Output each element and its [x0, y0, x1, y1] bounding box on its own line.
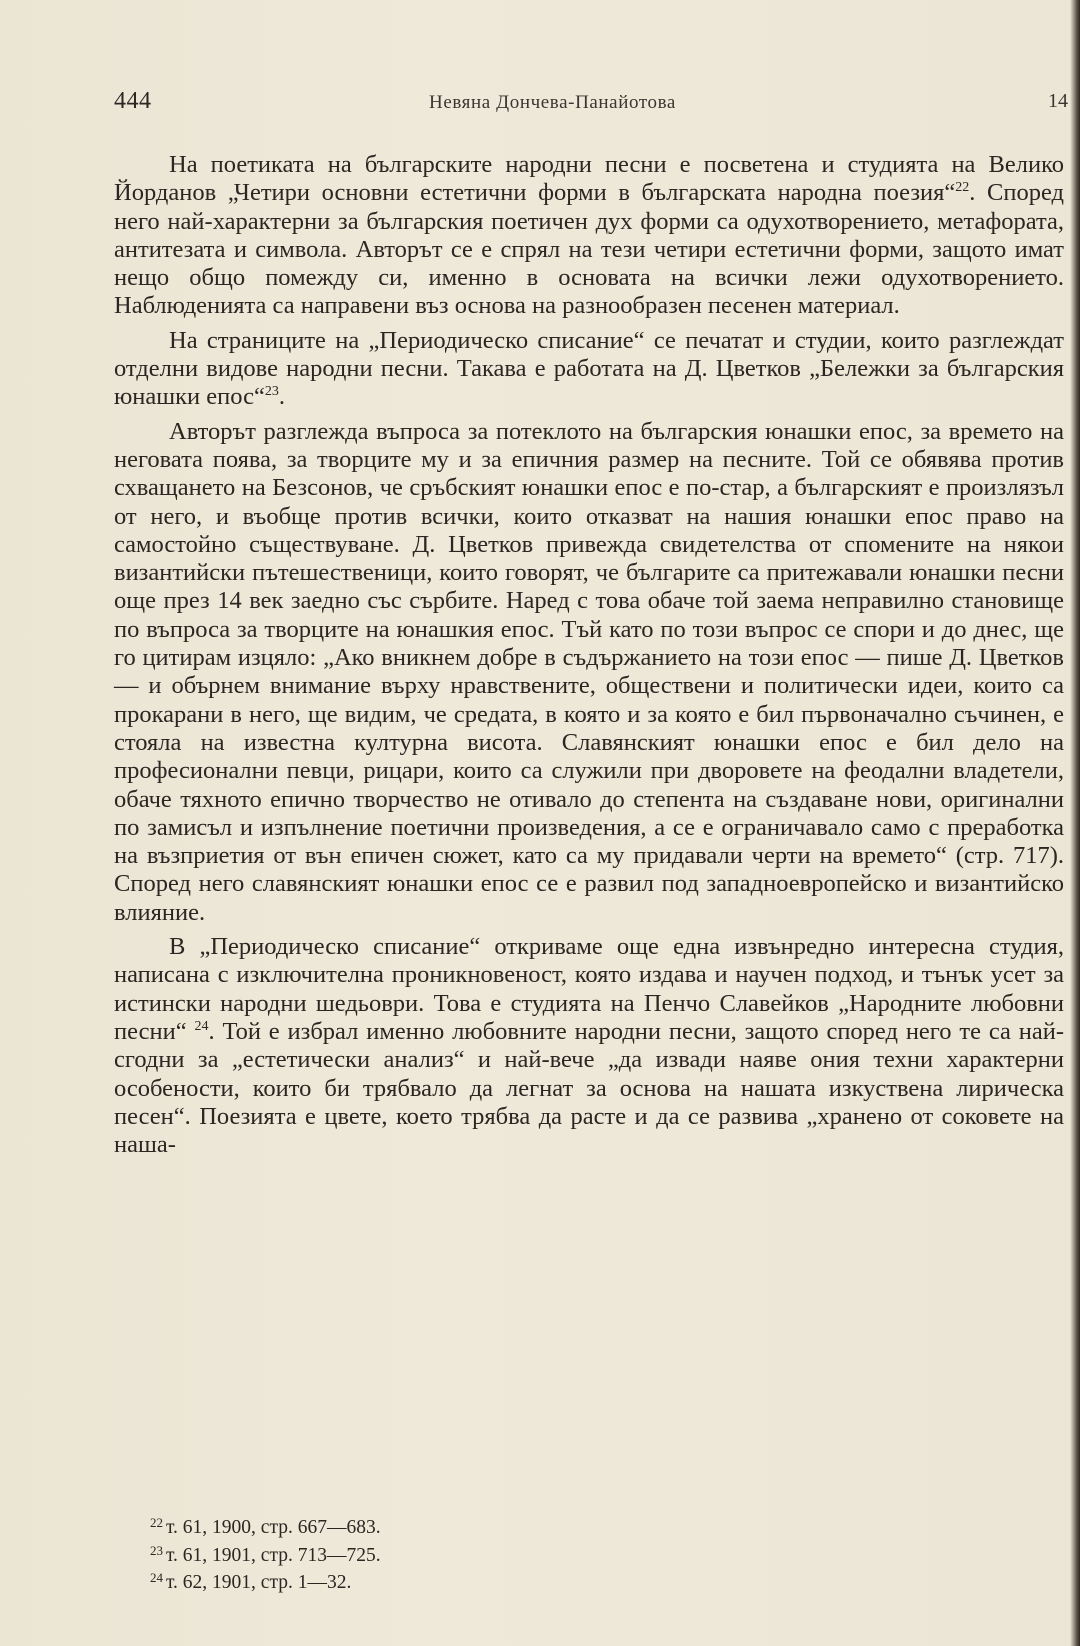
- footnote-text: т. 61, 1901, стр. 713—725.: [166, 1544, 381, 1566]
- footnote: [150, 1540, 750, 1568]
- paragraph-text: .: [278, 383, 286, 411]
- running-title: Невяна Дончева-Панайотова: [429, 92, 676, 113]
- body-text: [114, 151, 1064, 1165]
- footnote-reference: 23: [264, 384, 279, 400]
- paragraph: [114, 933, 1064, 1159]
- paragraph: [114, 327, 1064, 412]
- footnotes: [150, 1512, 750, 1595]
- footnote-text: т. 62, 1901, стр. 1—32.: [166, 1572, 352, 1593]
- footnote-mark: 22: [150, 1515, 163, 1530]
- edge-mark: 14: [1048, 90, 1068, 112]
- paragraph: [114, 151, 1064, 321]
- page-header: [114, 88, 1068, 118]
- paragraph-text: На страниците на „Периодическо списание“ се печатат и студии, които разглеждат отделни видове народни песни. Такава е работата на Д. Цветков „Бележки за българския юнашки епос“: [114, 326, 1064, 411]
- paragraph-text: Авторът разглежда въпроса за потеклото на българския юнашки епос, за времето на неговата поява, за творците му и за епичния размер на песните. Той се обявява против схващането на Безсонов, че сръбският юнашки епос е по-стар, а българският е произлязъл от него, и въобще против всички, които отказват на нашия юнашки епос право на самостойно съществуване. Д. Цветков привежда свидетелства от споменитe на някои византийски пътешественици, които говорят, че българите са притежавали юнашки песни още през 14 век заедно със сърбите. Наред с това обаче той заема неправилно становище по въпроса за творците на юнашкия епос. Тъй като по този въпрос се спори и до днес, ще го цитирам изцяло: „Ако вникнем добре в съдържанието на този епос — пише Д. Цветков — и обърнем внимание върху нравствените, обществени и политически идеи, които са прокарани в него, ще видим, че средата, в която и за която е бил първоначално съчинен, е стояла на известна културна висота. Славянският юнашки епос е бил дело на професионални певци, рицари, които са служили при дворовете на феодални владетели, обаче тяхното епично творчество не отивало до степента на създаване нови, оригинални по замисъл и изпълнение поетични произведения, а се е ограничавало само с преработка на възприетия от вън епичен сюжет, като са му придавали черти на времето“ (стр. 717). Според него славянският юнашки епос се е развил под западноевропейско и византийско влияние.: [114, 417, 1064, 926]
- footnote-reference: 24: [194, 1018, 209, 1034]
- paragraph-text: В „Периодическо списание“ откриваме още една извънредно интересна студия, написана с изключителна проникновеност, която издава и научен подход, и тънък усет за истински народни шедьоври. Това е студията на Пенчо Славейков „Народните любовни песни“: [114, 933, 1064, 1045]
- page-number: 444: [114, 88, 152, 114]
- footnote-mark: 23: [150, 1542, 163, 1558]
- paragraph-text: На поетиката на българските народни песни е посветена и студията на Велико Йорданов „Четири основни естетични форми в българската народна поезия“: [114, 151, 1064, 207]
- footnote: [150, 1512, 750, 1540]
- paragraph: [114, 418, 1064, 927]
- page-edge-shadow: [1070, 0, 1080, 1646]
- paragraph-text: . Според него най-характерни за българския поетичен дух форми са одухотворението, метафората, антитезата и символа. Авторът се е спрял на тези четири естетични форми, защото имат нещо общо помежду си, именно в основата на всички лежи одухотворението. Наблюденията са направени въз основа на разнообразен песенен материал.: [114, 179, 1064, 320]
- footnote: [150, 1567, 750, 1595]
- footnote-reference: 22: [955, 180, 970, 196]
- footnote-text: т. 61, 1900, стр. 667—683.: [166, 1517, 381, 1538]
- paragraph-text: . Той е избрал именно любовните народни песни, защото според него те са най-сгодни за „естетически анализ“ и най-вече „да извади наяве ония техни характерни особености, които би трябвало да легнат за основа на нашата изкуствена лирическа песен“. Поезията е цвете, което трябва да расте и да се развива „хранено от соковете на наша-: [114, 1017, 1064, 1159]
- footnote-mark: 24: [150, 1570, 163, 1585]
